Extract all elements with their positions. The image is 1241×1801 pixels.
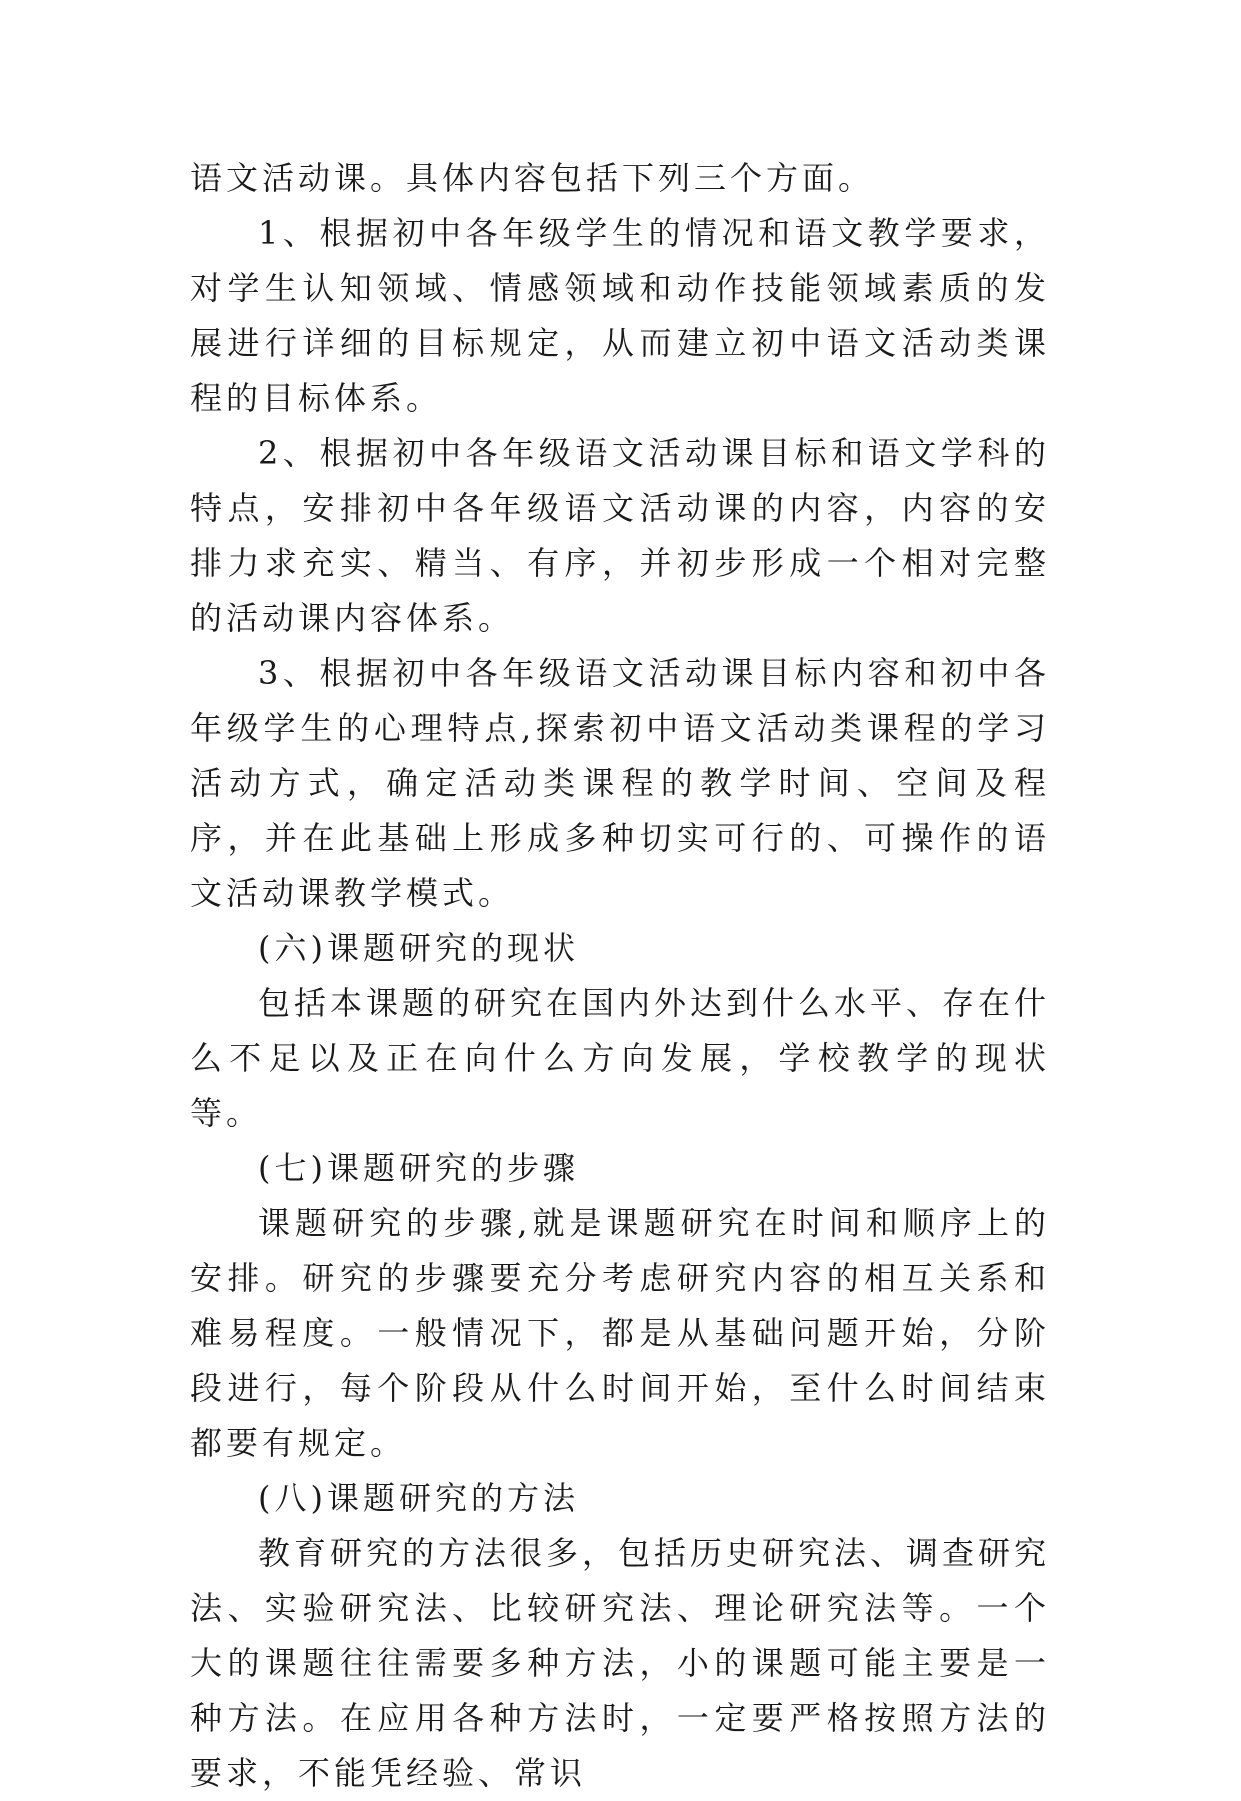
paragraph-methods: 教育研究的方法很多，包括历史研究法、调查研究法、实验研究法、比较研究法、理论研究法等。一个大的课题往往需要多种方法，小的课题可能主要是一种方法。在应用各种方法时，一定要严格按照方法的要求，不能凭经验、常识	[190, 1534, 1051, 1792]
paragraph-steps: 课题研究的步骤,就是课题研究在时间和顺序上的安排。研究的步骤要充分考虑研究内容的相互关系和难易程度。一般情况下，都是从基础问题开始，分阶段进行，每个阶段从什么时间开始，至什么时间结束都要有规定。	[190, 1204, 1050, 1462]
document-body	[190, 151, 1050, 1801]
section-heading-methods: (八)课题研究的方法	[258, 1479, 579, 1517]
section-heading-steps: (七)课题研究的步骤	[258, 1149, 579, 1187]
paragraph-intro-continuation: 语文活动课。具体内容包括下列三个方面。	[190, 159, 875, 197]
paragraph-item-2: 2、根据初中各年级语文活动课目标和语文学科的特点，安排初中各年级语文活动课的内容，内容的安排力求充实、精当、有序，并初步形成一个相对完整的活动课内容体系。	[190, 434, 1050, 637]
paragraph-item-3: 3、根据初中各年级语文活动课目标内容和初中各年级学生的心理特点,探索初中语文活动类课程的学习活动方式，确定活动类课程的教学时间、空间及程序，并在此基础上形成多种切实可行的、可操作的语文活动课教学模式。	[190, 654, 1050, 912]
paragraph-status: 包括本课题的研究在国内外达到什么水平、存在什么不足以及正在向什么方向发展，学校教学的现状等。	[190, 984, 1051, 1132]
section-heading-status: (六)课题研究的现状	[258, 929, 579, 967]
paragraph-item-1: 1、根据初中各年级学生的情况和语文教学要求，对学生认知领域、情感领域和动作技能领域素质的发展进行详细的目标规定，从而建立初中语文活动类课程的目标体系。	[190, 214, 1050, 417]
